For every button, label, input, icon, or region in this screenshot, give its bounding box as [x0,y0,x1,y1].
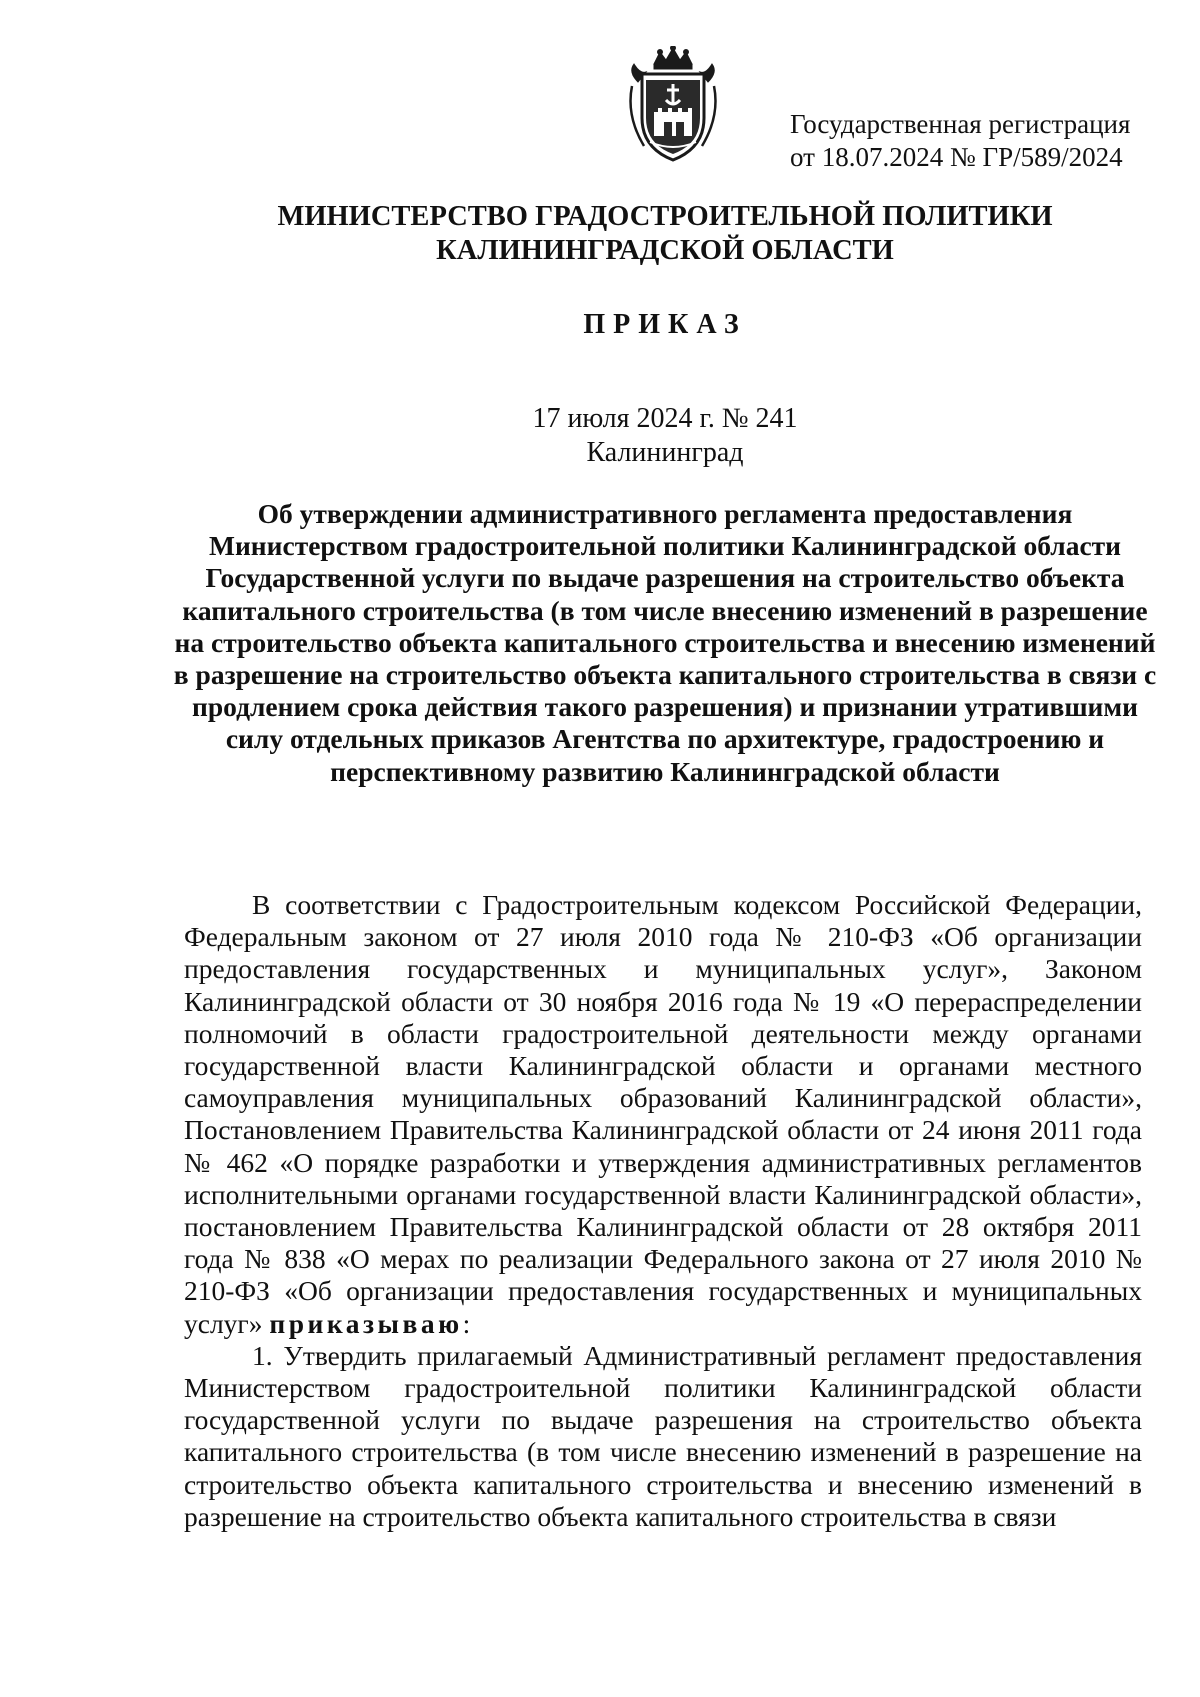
state-registration-stamp [790,108,1130,174]
document-type-title: ПРИКАЗ [583,309,747,340]
preamble-text: В соответствии с Градостроительным кодексом Российской Федерации, Федеральным законом от 27 июля 2010 года № 210-ФЗ «Об организации предоставления государственных и муниципальных услуг», Законом Калининградской области от 30 ноября 2016 года № 19 «О перераспределении полномочий в области градостроительной деятельности между органами государственной власти Калининградской области и органами местного самоуправления муниципальных образований Калининградской области», Постановлением Правительства Калининградской области от 24 июня 2011 года № 462 «О порядке разработки и утверждения административных регламентов исполнительными органами государственной власти Калининградской области», постановлением Правительства Калининградской области от 28 октября 2011 года № 838 «О мерах по реализации Федерального закона от 27 июля 2010 № 210-ФЗ «Об организации предоставления государственных и муниципальных услуг» [184,889,1142,1339]
order-word: приказываю [269,1307,463,1339]
ministry-name [0,200,1200,268]
preamble-paragraph [184,889,1142,1340]
order-subject-heading: Об утверждении административного регламента предоставления Министерством градостроительной политики Калининградской области Государственной услуги по выдаче разрешения на строительство объекта капитального строительства (в том числе внесению изменений в разрешение на строительство объекта капитального строительства и внесению изменений в разрешение на строительство объекта капитального строительства в связи с продлением срока действия такого разрешения) и признании утратившими силу отдельных приказов Агентства по архитектуре, градостроению и перспективному развитию Калининградской области [173,498,1157,787]
order-body [184,889,1142,1533]
order-city: Калининград [586,437,744,468]
item-1-paragraph: 1. Утвердить прилагаемый Административный регламент предоставления Министерством градостроительной политики Калининградской области государственной услуги по выдаче разрешения на строительство объекта капитального строительства (в том числе внесению изменений в разрешение на строительство объекта капитального строительства и внесению изменений в разрешение на строительство объекта капитального строительства в связи [184,1339,1142,1532]
registration-line-2: от 18.07.2024 № ГР/589/2024 [790,142,1123,172]
order-date-number: 17 июля 2024 г. № 241 [532,403,798,434]
order-colon: : [462,1307,471,1339]
coat-of-arms-icon [624,46,722,166]
ministry-line-2: КАЛИНИНГРАДСКОЙ ОБЛАСТИ [436,235,894,266]
registration-line-1: Государственная регистрация [790,109,1131,139]
ministry-line-1: МИНИСТЕРСТВО ГРАДОСТРОИТЕЛЬНОЙ ПОЛИТИКИ [277,201,1053,232]
